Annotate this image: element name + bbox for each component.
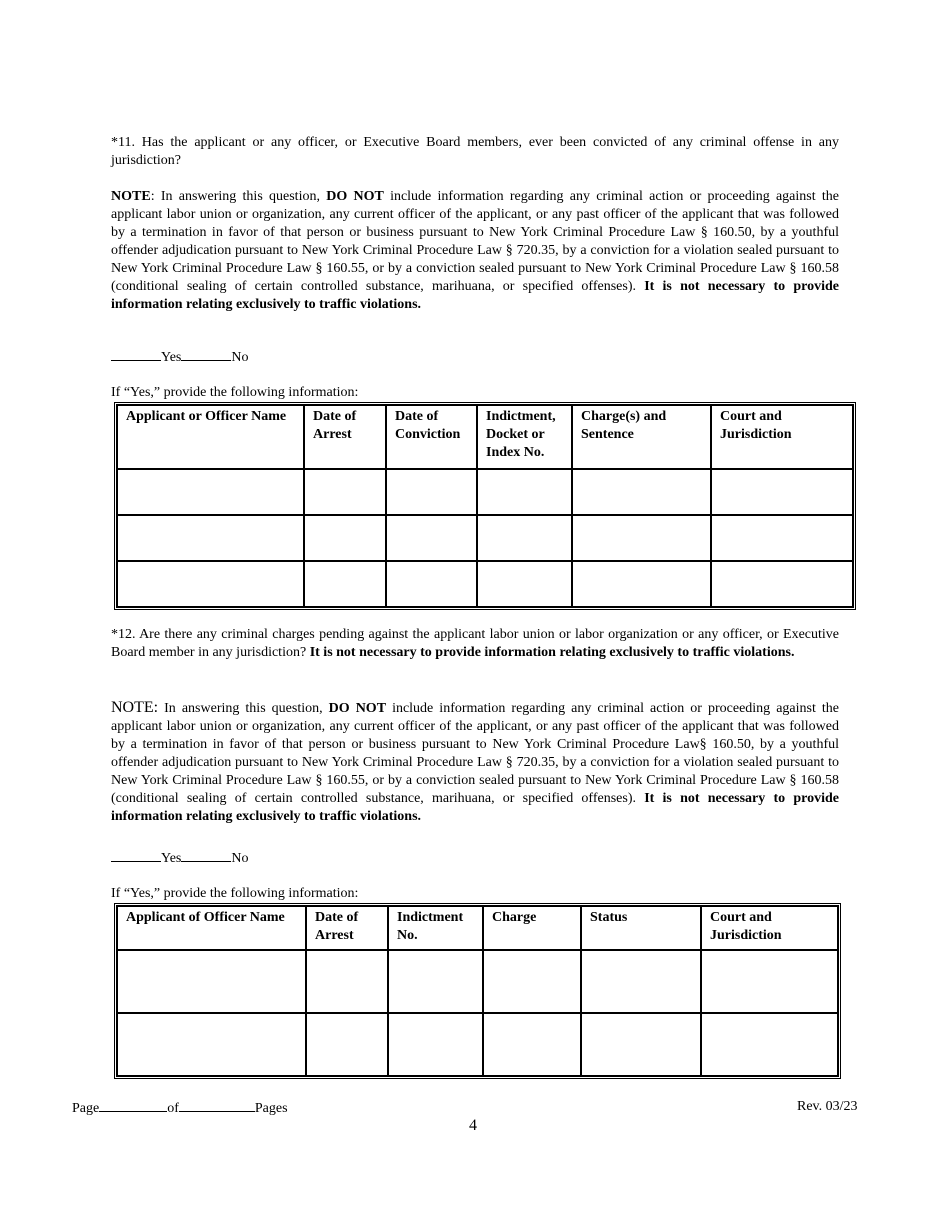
question-11-text: *11. Has the applicant or any officer, or Executive Board members, ever been convicted of any criminal offense in any jurisdiction?: [111, 135, 839, 168]
col-header: Indictment No.: [388, 906, 483, 950]
table-header-row: [117, 405, 853, 469]
input-cell[interactable]: [572, 469, 711, 515]
input-cell[interactable]: [306, 950, 388, 1013]
col-header: Charge: [483, 906, 581, 950]
input-cell[interactable]: [477, 561, 572, 607]
col-header: Date of Arrest: [306, 906, 388, 950]
input-cell[interactable]: [477, 515, 572, 561]
input-cell[interactable]: [386, 469, 477, 515]
input-cell[interactable]: [388, 1013, 483, 1076]
input-cell[interactable]: [117, 469, 304, 515]
col-header: Applicant or Officer Name: [117, 405, 304, 469]
question-12-if-yes: If “Yes,” provide the following information:: [111, 886, 359, 901]
question-11-yes-no: [111, 348, 249, 367]
table-row: [117, 515, 853, 561]
q11-yes-blank[interactable]: [111, 348, 161, 361]
input-cell[interactable]: [388, 950, 483, 1013]
table-row: [117, 1013, 838, 1076]
question-11-note: NOTE: In answering this question, DO NOT include information regarding any criminal action or proceeding against the applicant labor union or organization, any current officer of the applicant, or any past officer of the applicant that was followed by a termination in favor of that person or business pursuant to New York Criminal Procedure Law § 160.50, by a youthful offender adjudication pursuant to New York Criminal Procedure Law § 720.35, by a conviction for a violation sealed pursuant to New York Criminal Procedure Law § 160.55, or by a conviction sealed pursuant to New York Criminal Procedure Law § 160.58 (conditional sealing of certain controlled substance, marihuana, or specified offenses). It is not necessary to provide information relating exclusively to traffic violations.: [111, 189, 839, 312]
col-header: Date of Arrest: [304, 405, 386, 469]
question-11-if-yes: If “Yes,” provide the following information:: [111, 385, 359, 400]
conviction-table: [114, 402, 856, 610]
col-header: Date of Conviction: [386, 405, 477, 469]
table-row: [117, 469, 853, 515]
col-header: Court and Jurisdiction: [701, 906, 838, 950]
q12-no-blank[interactable]: [181, 849, 231, 862]
col-header: Court and Jurisdiction: [711, 405, 853, 469]
total-pages-blank[interactable]: [179, 1099, 255, 1112]
input-cell[interactable]: [386, 515, 477, 561]
table-row: [117, 561, 853, 607]
input-cell[interactable]: [483, 950, 581, 1013]
col-header: Applicant of Officer Name: [117, 906, 306, 950]
table-row: [117, 950, 838, 1013]
input-cell[interactable]: [117, 515, 304, 561]
q11-yes-label: Yes: [161, 350, 182, 365]
q12-yes-label: Yes: [161, 851, 182, 866]
col-header: Status: [581, 906, 701, 950]
table-header-row: [117, 906, 838, 950]
q12-yes-blank[interactable]: [111, 849, 161, 862]
input-cell[interactable]: [304, 561, 386, 607]
revision-label: Rev. 03/23: [797, 1099, 858, 1114]
input-cell[interactable]: [711, 561, 853, 607]
input-cell[interactable]: [386, 561, 477, 607]
input-cell[interactable]: [711, 469, 853, 515]
q11-no-blank[interactable]: [181, 348, 231, 361]
input-cell[interactable]: [701, 1013, 838, 1076]
pending-charges-table: [114, 903, 841, 1079]
input-cell[interactable]: [117, 1013, 306, 1076]
input-cell[interactable]: [581, 950, 701, 1013]
input-cell[interactable]: [581, 1013, 701, 1076]
input-cell[interactable]: [477, 469, 572, 515]
question-12-yes-no: [111, 849, 249, 868]
input-cell[interactable]: [304, 515, 386, 561]
input-cell[interactable]: [306, 1013, 388, 1076]
input-cell[interactable]: [572, 515, 711, 561]
page-count-footer: Page of Pages: [72, 1101, 288, 1116]
q12-no-label: No: [231, 851, 249, 866]
col-header: Indictment, Docket or Index No.: [477, 405, 572, 469]
input-cell[interactable]: [117, 561, 304, 607]
q11-no-label: No: [231, 350, 249, 365]
page-number-blank[interactable]: [99, 1099, 167, 1112]
page-number: 4: [469, 1117, 477, 1134]
question-12-text: *12. Are there any criminal charges pending against the applicant labor union or labor organization or any officer, or Executive Board member in any jurisdiction? It is not necessary to provide information relating exclusively to traffic violations.: [111, 627, 839, 660]
input-cell[interactable]: [711, 515, 853, 561]
input-cell[interactable]: [304, 469, 386, 515]
input-cell[interactable]: [572, 561, 711, 607]
col-header: Charge(s) and Sentence: [572, 405, 711, 469]
input-cell[interactable]: [117, 950, 306, 1013]
question-12-note: NOTE: In answering this question, DO NOT include information regarding any criminal action or proceeding against the applicant labor union or organization, any current officer of the applicant, or any past officer of the applicant that was followed by a termination in favor of that person or business pursuant to New York Criminal Procedure Law§ 160.50, by a youthful offender adjudication pursuant to New York Criminal Procedure Law § 720.35, by a conviction for a violation sealed pursuant to New York Criminal Procedure Law § 160.55, or by a conviction sealed pursuant to New York Criminal Procedure Law § 160.58 (conditional sealing of certain controlled substance, marihuana, or specified offenses). It is not necessary to provide information relating exclusively to traffic violations.: [111, 699, 839, 824]
input-cell[interactable]: [483, 1013, 581, 1076]
input-cell[interactable]: [701, 950, 838, 1013]
